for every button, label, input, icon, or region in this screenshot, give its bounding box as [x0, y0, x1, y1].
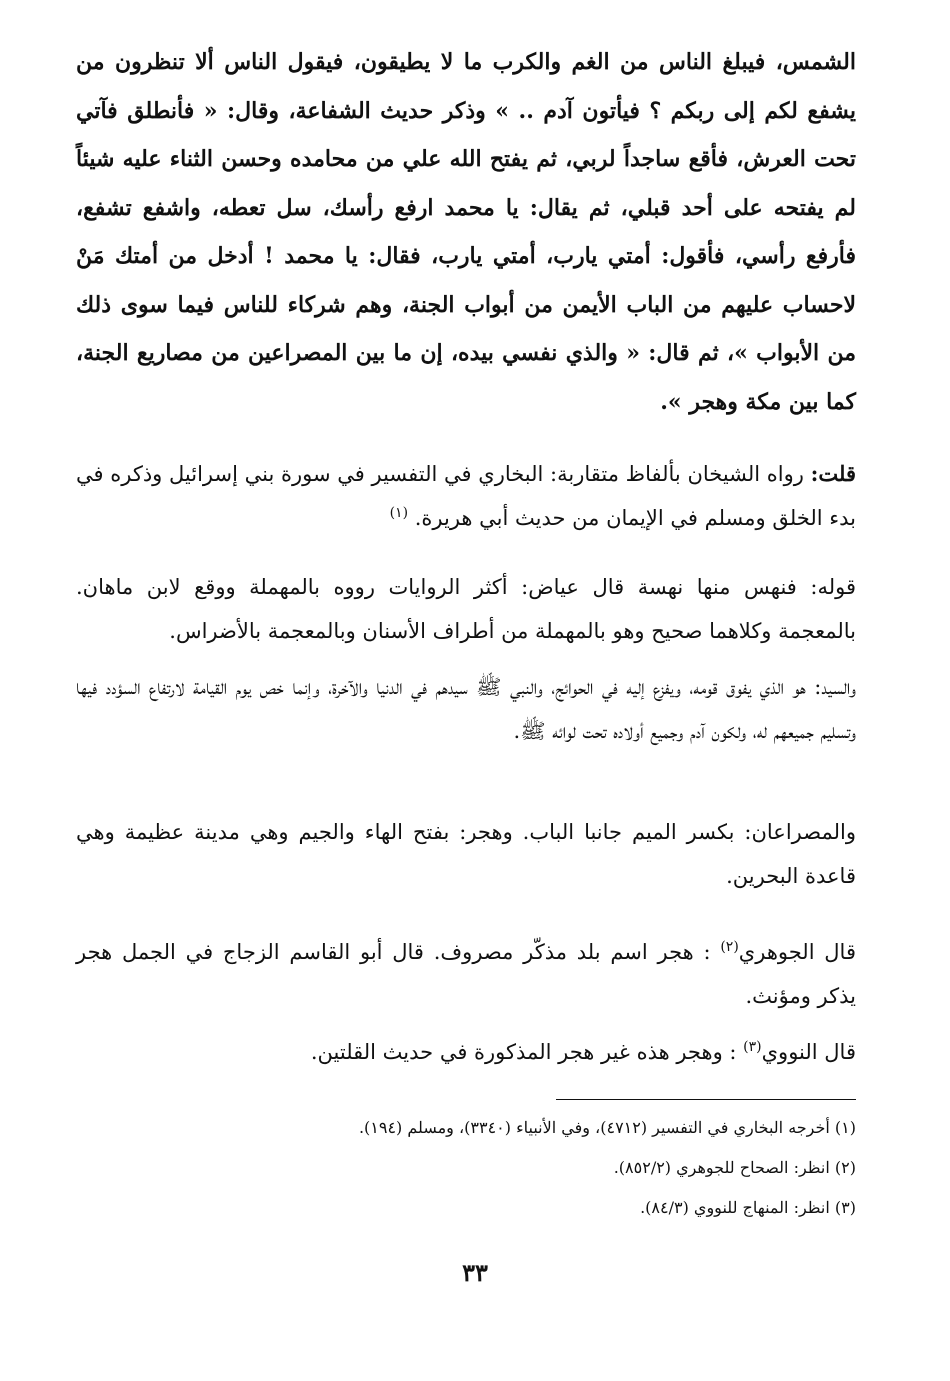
paragraph-text: قال النووي [761, 1040, 856, 1064]
paragraph-text: رواه الشيخان بألفاظ متقاربة: البخاري في التفسير في سورة بني إسرائيل وذكره في بدء الخلق ومسلم في الإيمان من حديث أبي هريرة. [76, 462, 856, 530]
page-number: ٣٣ [462, 1258, 488, 1287]
footnote-ref-2[interactable]: (٢) [720, 939, 739, 955]
footnote-1: (١) أخرجه البخاري في التفسير (٤٧١٢)، وفي الأنبياء (٣٣٤٠)، ومسلم (١٩٤). [358, 1118, 856, 1137]
footnotes [156, 1108, 856, 1228]
paragraph-qultu [76, 452, 856, 540]
paragraph-text: : هجر اسم بلد مذكّر مصروف. قال أبو القاسم الزجاج في الجمل هجر يذكر ومؤنث. [76, 940, 856, 1008]
footnote-divider [556, 1099, 856, 1100]
footnote-3: (٣) انظر: المنهاج للنووي (٨٤/٣). [640, 1198, 856, 1217]
footnote-ref-3[interactable]: (٣) [743, 1039, 762, 1055]
paragraph-nahs: قوله: فنهس منها نهسة قال عياض: أكثر الروايات رووه بالمهملة ووقع لابن ماهان. بالمعجمة وكلاهما صحيح وهو بالمهملة من أطراف الأسنان وبالمعجمة بالأضراس. [76, 575, 856, 643]
paragraph-text: : وهجر هذه غير هجر المذكورة في حديث القلتين. [310, 1040, 737, 1064]
footnote-2: (٢) انظر: الصحاح للجوهري (٨٥٢/٢). [613, 1158, 856, 1177]
paragraph-text: قال الجوهري [738, 940, 856, 964]
paragraph-nawawi [76, 1030, 856, 1074]
paragraph-jawhari [76, 930, 856, 1018]
hadith-text: الشمس، فيبلغ الناس من الغم والكرب ما لا يطيقون، فيقول الناس ألا تنظرون من يشفع لكم إلى ربكم ؟ فيأتون آدم .. » وذكر حديث الشفاعة، وقال: « فأنطلق فآتي تحت العرش، فأقع ساجداً لربي، ثم يفتح الله علي من محامده وحسن الثناء عليه شيئاً لم يفتحه على أحد قبلي، ثم يقال: يا محمد ارفع رأسك، سل تعطه، واشفع تشفع، فأرفع رأسي، فأقول: أمتي يارب، أمتي يارب، فقال: يا محمد ! أدخل من أمتك مَنْ لاحساب عليهم من الباب الأيمن من أبواب الجنة، وهم شركاء للناس فيما سوى ذلك من الأبواب »، ثم قال: « والذي نفسي بيده، إن ما بين المصراعين من مصاريع الجنة، كما بين مكة وهجر ». [76, 49, 856, 415]
paragraph-sayyid: والسيد: هو الذي يفوق قومه، ويفزع إليه في الحوائج، والنبي ﷺ سيدهم في الدنيا والآخرة، وإنما خص يوم القيامة لارتفاع السؤدد فيها وتسليم جميعهم له، ولكون آدم وجميع أولاده تحت لوائه ﷺ. [76, 675, 856, 743]
paragraph-lead: قلت: [810, 461, 856, 486]
paragraph-misraan: والمصراعان: بكسر الميم جانبا الباب. وهجر: بفتح الهاء والجيم وهي مدينة عظيمة وهي قاعدة البحرين. [76, 820, 856, 888]
footnote-ref-1[interactable]: (١) [389, 505, 409, 521]
